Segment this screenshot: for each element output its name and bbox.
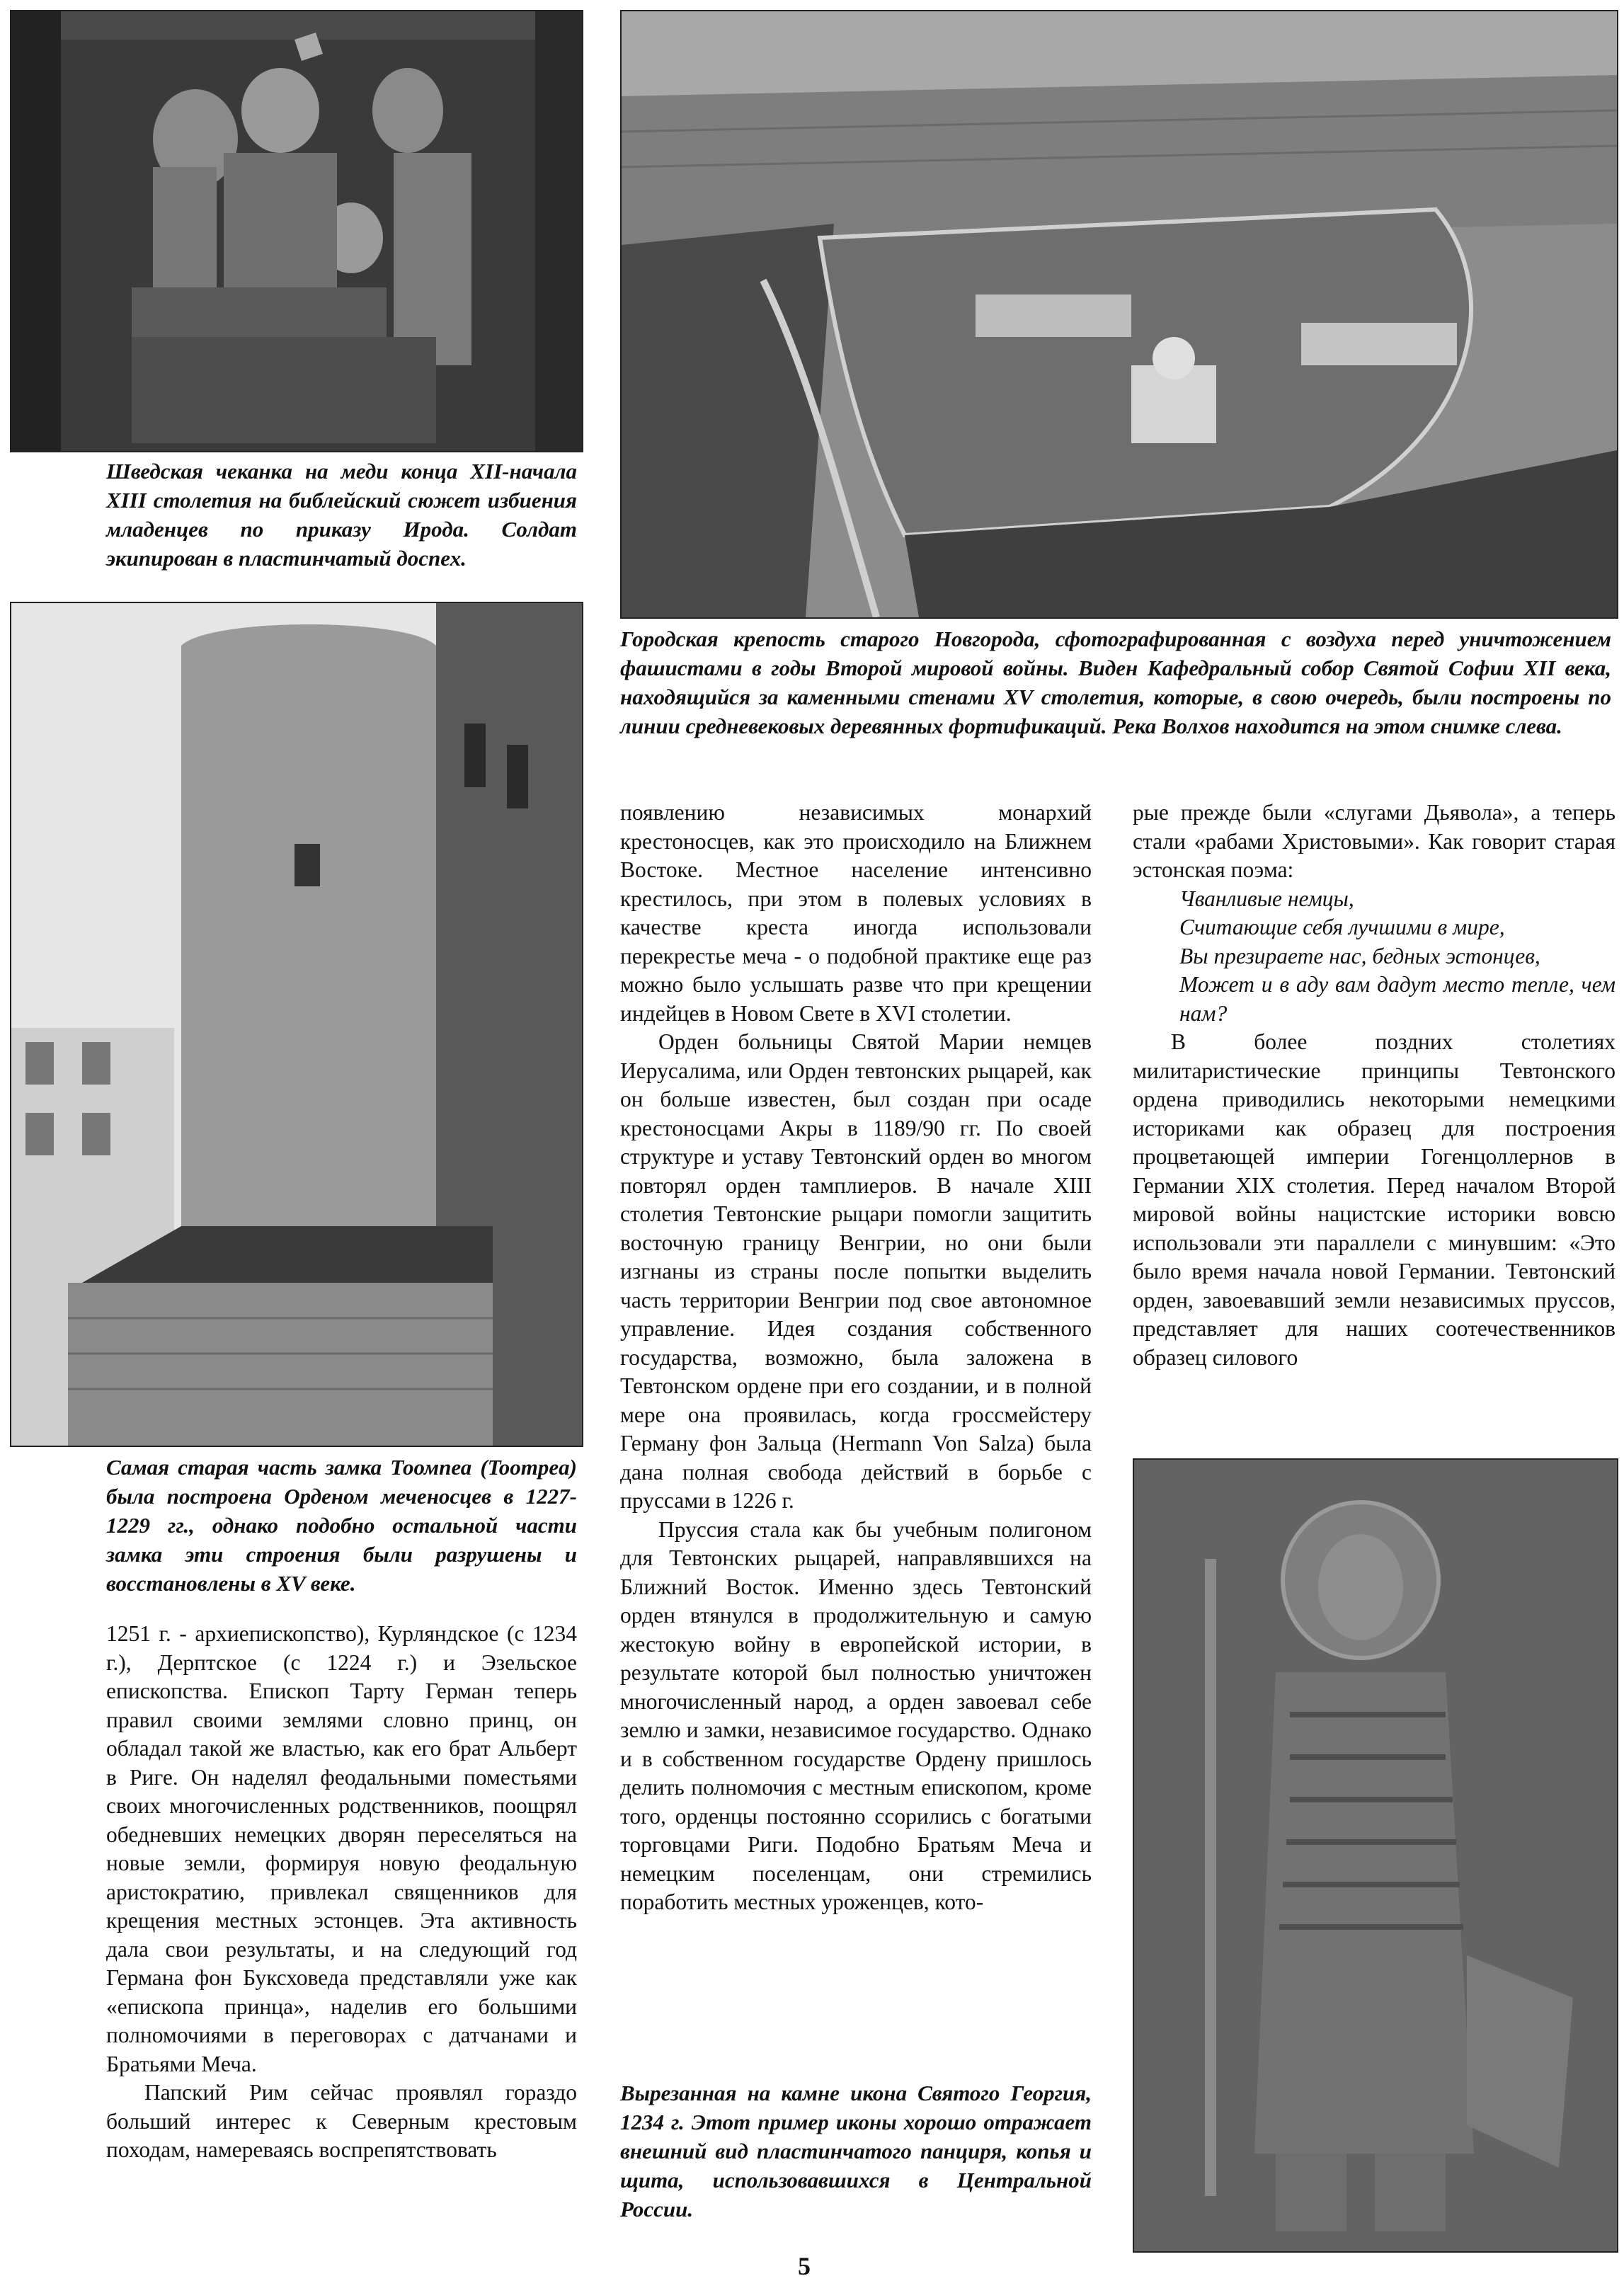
middle-paragraph-1: появлению независимых монархий крестоносцев, как это происходило на Ближнем Востоке. Местное население интенсивно крестилось, при этом в полевых условиях в качестве креста иногда использовали перекрестье меча - о подобной практике еще раз можно было услышать разве что при крещении индейцев в Новом Свете в XVI столетии. <box>620 800 1092 1026</box>
text-column-right <box>1133 799 1616 1372</box>
middle-paragraph-2: Орден больницы Святой Марии немцев Иерусалима, или Орден тевтонских рыцарей, как он больше известен, был создан при осаде крестоносцами Акры в 1189/90 гг. По своей структуре и уставу Тевтонский орден во многом повторял орден тамплиеров. В начале XIII столетия Тевтонские рыцари помогли защитить восточную границу Венгрии, но они были изгнаны из страны после попытки выделить часть территории Венгрии под свое автономное управление. Идея создания собственного государства, возможно, была заложена в Тевтонском ордене при его создании, и в полной мере она проявилась, когда гроссмейстеру Герману фон Зальца (Hermann Von Salza) была дана полная свобода действий в борьбе с пруссами в 1226 г. <box>620 1029 1092 1513</box>
toompea-tower-photo <box>10 602 583 1447</box>
right-paragraph: В более поздних столетиях милитаристические принципы Тевтонского ордена приводились некоторыми немецкими историками как образец для построения процветающей империи Гогенцоллернов в Германии XIX столетия. Перед началом Второй мировой войны нацистские историки вовсю использовали эти параллели с минувшим: «Это было время начала новой Германии. Тевтонский орден, завоевавший земли независимых пруссов, представляет для наших соотечественников образец силового <box>1133 1029 1616 1370</box>
poem-line: Считающие себя лучшими в мире, <box>1179 915 1505 939</box>
st-george-icon-photo <box>1133 1458 1618 2253</box>
toompea-tower-caption: Самая старая часть замка Тоомпеа (Toompea) была построена Орденом меченосцев в 1227-1229 гг., однако подобно остальной части замка эти строения были разрушены и восстановлены в XV веке. <box>106 1455 577 1596</box>
poem-line: Чванливые немцы, <box>1179 886 1354 911</box>
st-george-icon-caption: Вырезанная на камне икона Святого Георгия, 1234 г. Этот пример иконы хорошо отражает внешний вид пластинчатого панциря, копья и щита, использовавшихся в Центральной России. <box>620 2081 1092 2221</box>
poem-line: Вы презираете нас, бедных эстонцев, <box>1179 943 1540 968</box>
page-number: 5 <box>798 2252 811 2280</box>
text-column-left <box>106 1620 577 2165</box>
left-paragraph-2: Папский Рим сейчас проявлял гораздо больший интерес к Северным крестовым походам, намереваясь воспрепятствовать <box>106 2080 577 2162</box>
left-paragraph-1: 1251 г. - архиепископство), Курляндское (с 1234 г.), Дерптское (с 1224 г.) и Эзельское епископства. Епископ Тарту Герман теперь правил своими землями словно принц, он обладал такой же властью, как его брат Альберт в Риге. Он наделял феодальными поместьями своих многочисленных родственников, поощрял обедневших немецких дворян переселяться на новые земли, формируя новую феодальную аристократию, привлекал священников для крещения местных эстонцев. Эта активность дала свои результаты, и на следующий год Германа фон Буксховеда представляли уже как «епископа принца», наделив его большими полномочиями в переговорах с датчанами и Братьями Меча. <box>106 1621 577 2076</box>
novgorod-aerial-photo <box>620 10 1618 619</box>
text-column-middle <box>620 799 1092 1917</box>
right-intro: рые прежде были «слугами Дьявола», а теперь стали «рабами Христовыми». Как говорит старая эстонская поэма: <box>1133 800 1616 882</box>
copper-relief-caption: Шведская чеканка на меди конца XII-начала XIII столетия на библейский сюжет избиения младенцев по приказу Ирода. Солдат экипирован в пластинчатый доспех. <box>106 459 577 571</box>
novgorod-aerial-caption: Городская крепость старого Новгорода, сфотографированная с воздуха перед уничтожением фашистами в годы Второй мировой войны. Виден Кафедральный собор Святой Софии XII века, находящийся за каменными стенами XV столетия, которые, в свою очередь, были построены по линии средневековых деревянных фортификаций. Река Волхов находится на этом снимке слева. <box>620 627 1611 738</box>
poem-line: Может и в аду вам дадут место тепле, чем нам? <box>1179 972 1616 1026</box>
estonian-poem <box>1133 885 1616 1029</box>
copper-relief-photo <box>10 10 583 452</box>
middle-paragraph-3: Пруссия стала как бы учебным полигоном для Тевтонских рыцарей, направлявшихся на Ближний Восток. Именно здесь Тевтонский орден втянулся в продолжительную и самую жестокую войну в европейской истории, в результате которой был полностью уничтожен многочисленный народ, а орден завоевал себе землю и замки, независимое государство. Однако и в собственном государстве Ордену пришлось делить полномочия с местным епископом, кроме того, орденцы постоянно ссорились с богатыми торговцами Риги. Подобно Братьям Меча и немецким поселенцам, они стремились поработить местных уроженцев, кото- <box>620 1516 1092 1914</box>
